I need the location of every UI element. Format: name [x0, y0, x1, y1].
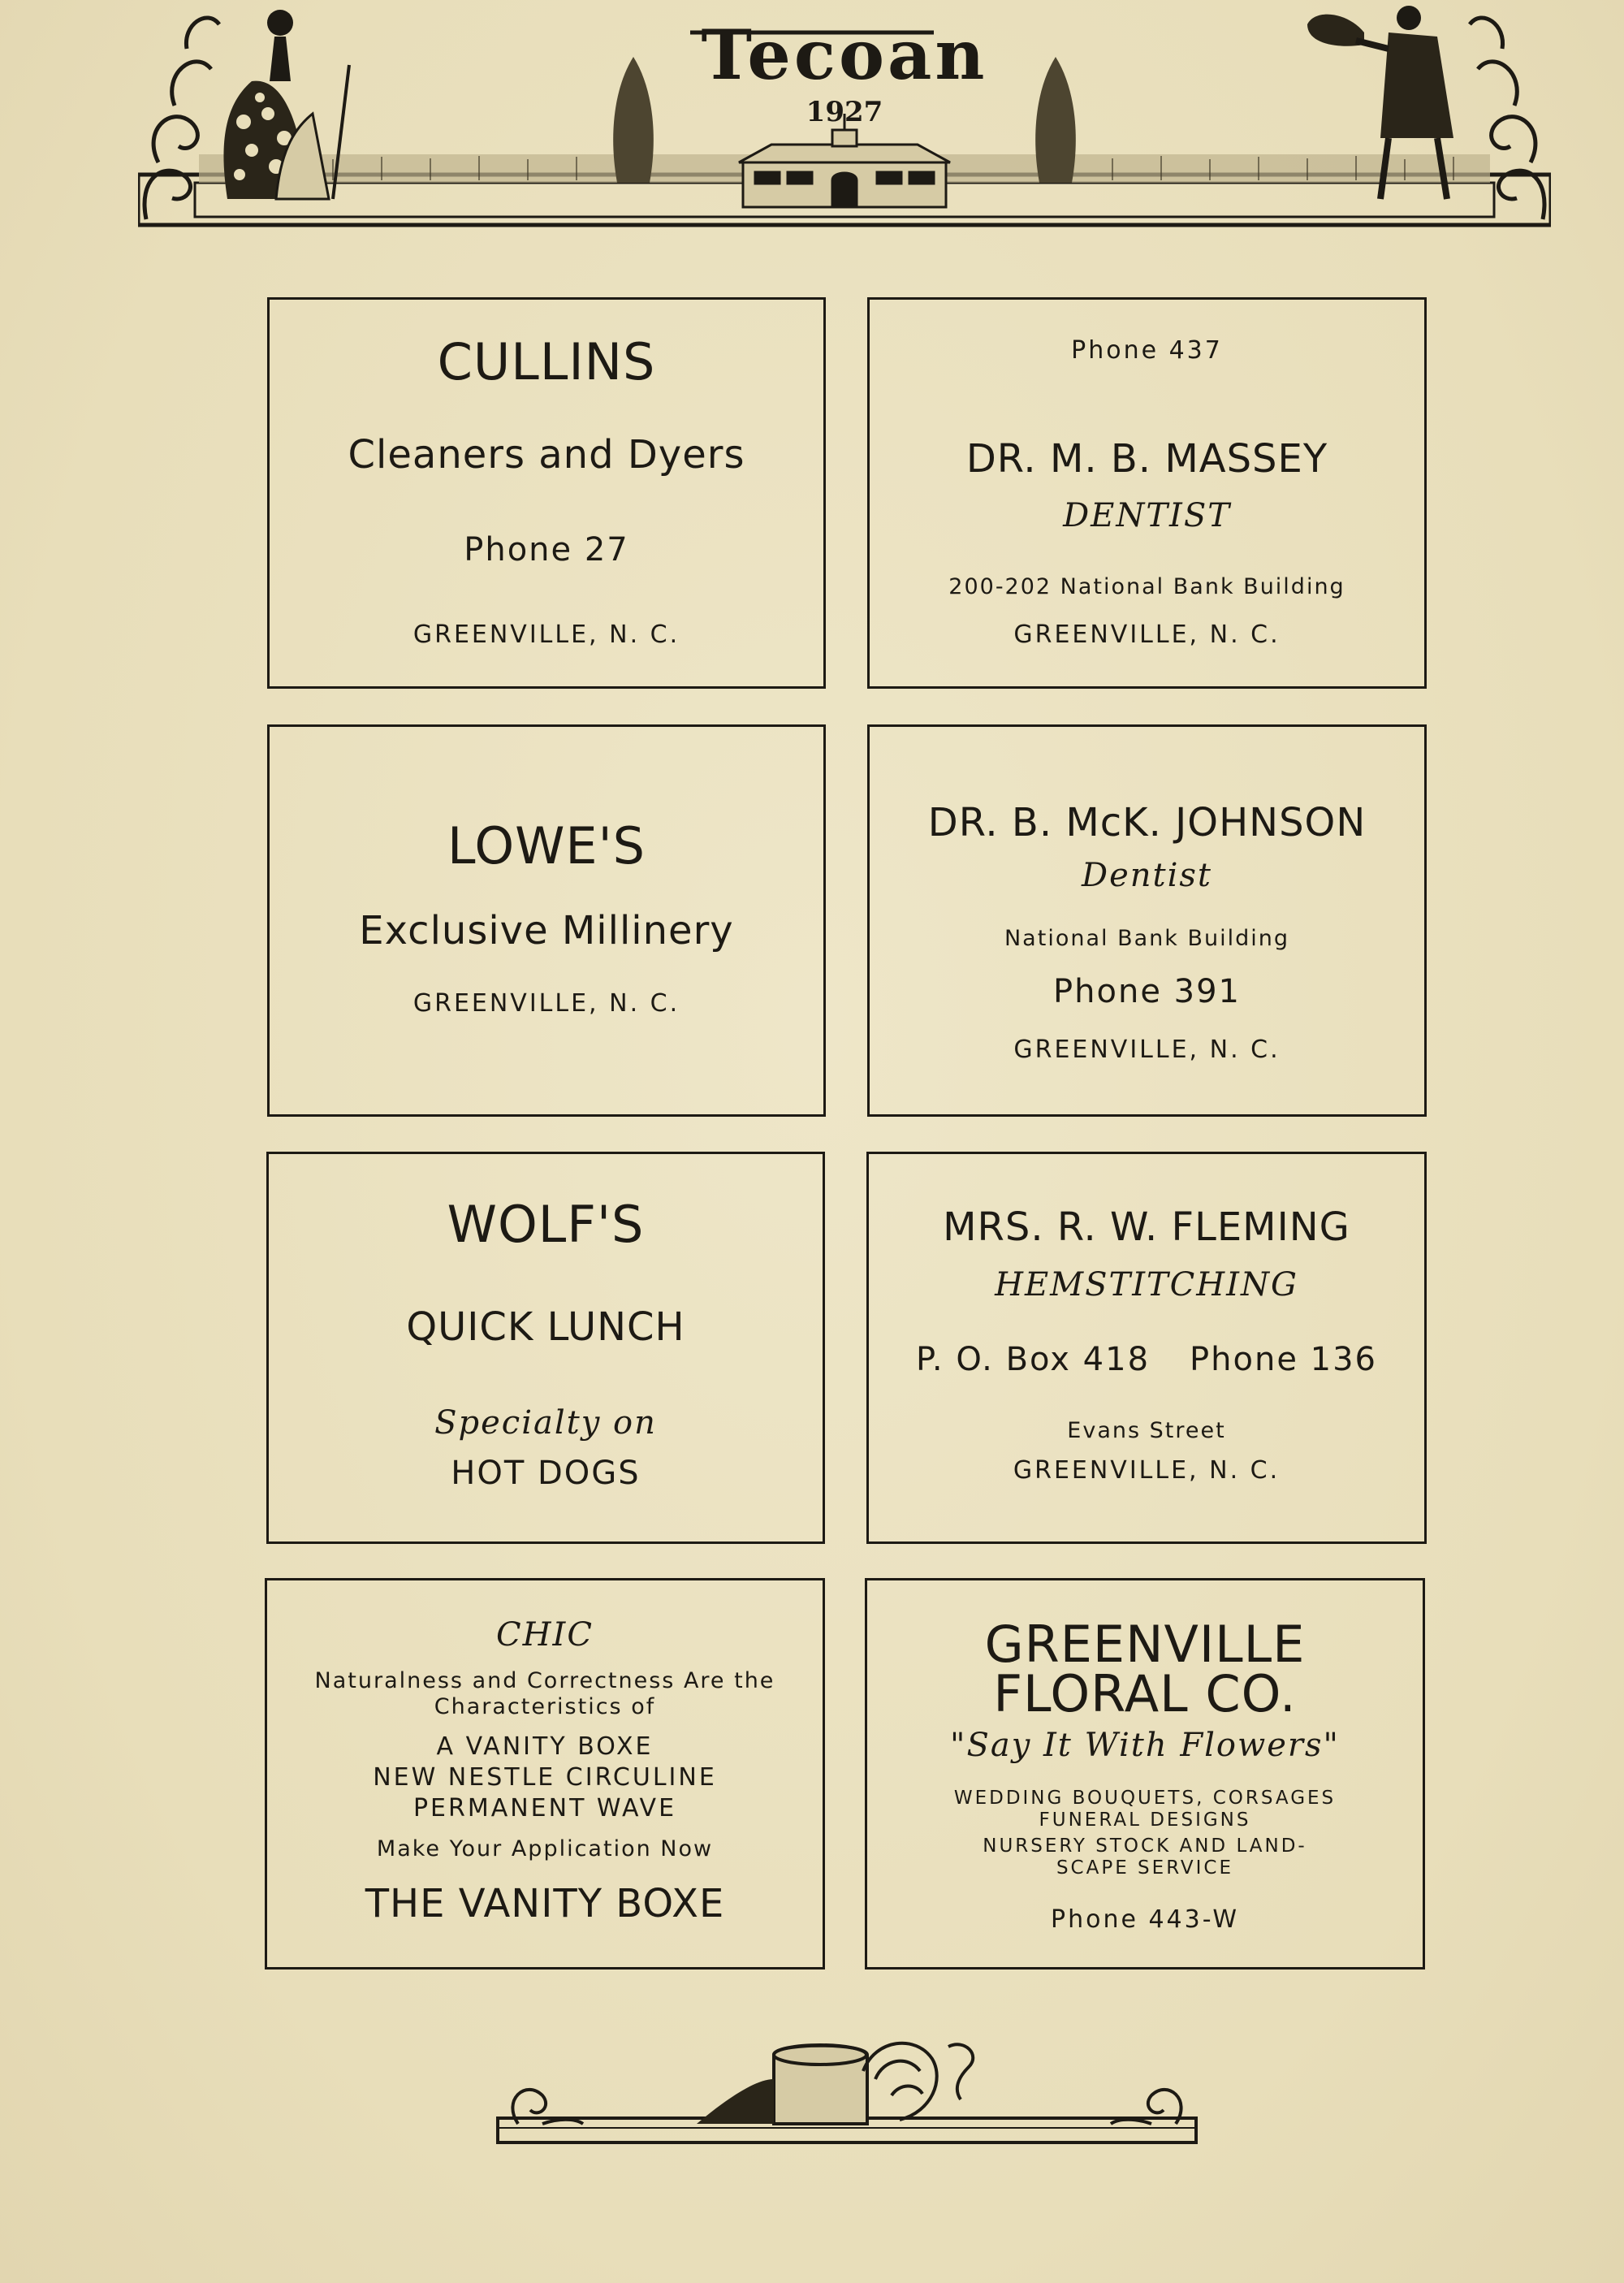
ad-fleming-street: Evans Street — [1067, 1418, 1226, 1443]
ad-fleming — [866, 1152, 1427, 1544]
ad-fleming-city: GREENVILLE, N. C. — [1013, 1456, 1281, 1485]
ad-cullins-name: CULLINS — [437, 332, 656, 391]
ad-greenville-floral — [865, 1578, 1425, 1970]
ad-floral-name1: GREENVILLE — [984, 1615, 1306, 1674]
ad-fleming-box: P. O. Box 418 — [916, 1341, 1151, 1378]
ad-vanity-line6: Make Your Application Now — [376, 1836, 714, 1861]
ad-fleming-name: MRS. R. W. FLEMING — [943, 1204, 1350, 1250]
ad-massey-city: GREENVILLE, N. C. — [1013, 620, 1281, 649]
ad-massey-title: DENTIST — [1063, 497, 1231, 534]
ad-massey-phone: Phone 437 — [1071, 336, 1223, 365]
ad-johnson-phone: Phone 391 — [1053, 973, 1241, 1010]
ad-vanity-line4: NEW NESTLE CIRCULINE — [373, 1763, 717, 1792]
ad-fleming-service: HEMSTITCHING — [995, 1266, 1298, 1304]
ad-johnson-city: GREENVILLE, N. C. — [1013, 1036, 1281, 1064]
ad-lowes — [267, 724, 826, 1117]
ad-floral-line1: WEDDING BOUQUETS, CORSAGES — [953, 1788, 1337, 1809]
ad-vanity-line5: PERMANENT WAVE — [412, 1794, 677, 1823]
ad-massey-name: DR. M. B. MASSEY — [965, 436, 1328, 482]
ad-floral-slogan: "Say It With Flowers" — [950, 1727, 1340, 1764]
ad-floral-line4: SCAPE SERVICE — [1056, 1857, 1234, 1879]
ad-wolfs — [266, 1152, 825, 1544]
ad-johnson — [867, 724, 1427, 1117]
ad-fleming-phone: Phone 136 — [1190, 1341, 1377, 1378]
yearbook-title: Tecoan — [701, 15, 988, 95]
ad-cullins-service: Cleaners and Dyers — [348, 432, 745, 478]
ad-wolfs-service: QUICK LUNCH — [406, 1304, 685, 1350]
ad-johnson-name: DR. B. McK. JOHNSON — [927, 800, 1367, 845]
ad-vanity-line1: Naturalness and Correctness Are the — [314, 1668, 775, 1693]
footer-illustration — [494, 2022, 1200, 2152]
ad-johnson-address: National Bank Building — [1004, 926, 1290, 951]
footer-ornament — [494, 2022, 1200, 2155]
ad-johnson-title: Dentist — [1082, 857, 1212, 894]
ad-floral-phone: Phone 443-W — [1051, 1905, 1239, 1934]
yearbook-year: 1927 — [806, 96, 883, 128]
ad-cullins — [267, 297, 826, 689]
ad-wolfs-specialty: HOT DOGS — [451, 1455, 641, 1492]
ad-lowes-name: LOWE'S — [447, 816, 646, 876]
ad-lowes-service: Exclusive Millinery — [359, 908, 734, 953]
ad-cullins-phone: Phone 27 — [464, 531, 629, 569]
ad-floral-line3: NURSERY STOCK AND LAND- — [983, 1835, 1307, 1857]
ad-vanity-line3: A VANITY BOXE — [436, 1732, 654, 1761]
ad-floral-line2: FUNERAL DESIGNS — [1039, 1810, 1251, 1831]
ad-wolfs-name: WOLF'S — [447, 1195, 645, 1254]
ad-vanity-heading: CHIC — [496, 1616, 594, 1654]
ad-vanity-name: THE VANITY BOXE — [365, 1881, 725, 1926]
ad-cullins-city: GREENVILLE, N. C. — [412, 620, 680, 649]
ad-vanity-line2: Characteristics of — [434, 1694, 656, 1719]
ad-massey-address: 200-202 National Bank Building — [948, 574, 1345, 599]
ad-vanity-boxe — [265, 1578, 825, 1970]
ad-wolfs-specialty-label: Specialty on — [434, 1404, 657, 1442]
ad-massey — [867, 297, 1427, 689]
ad-floral-name2: FLORAL CO. — [993, 1664, 1297, 1723]
header-banner — [138, 0, 1551, 231]
ad-lowes-city: GREENVILLE, N. C. — [412, 989, 680, 1018]
